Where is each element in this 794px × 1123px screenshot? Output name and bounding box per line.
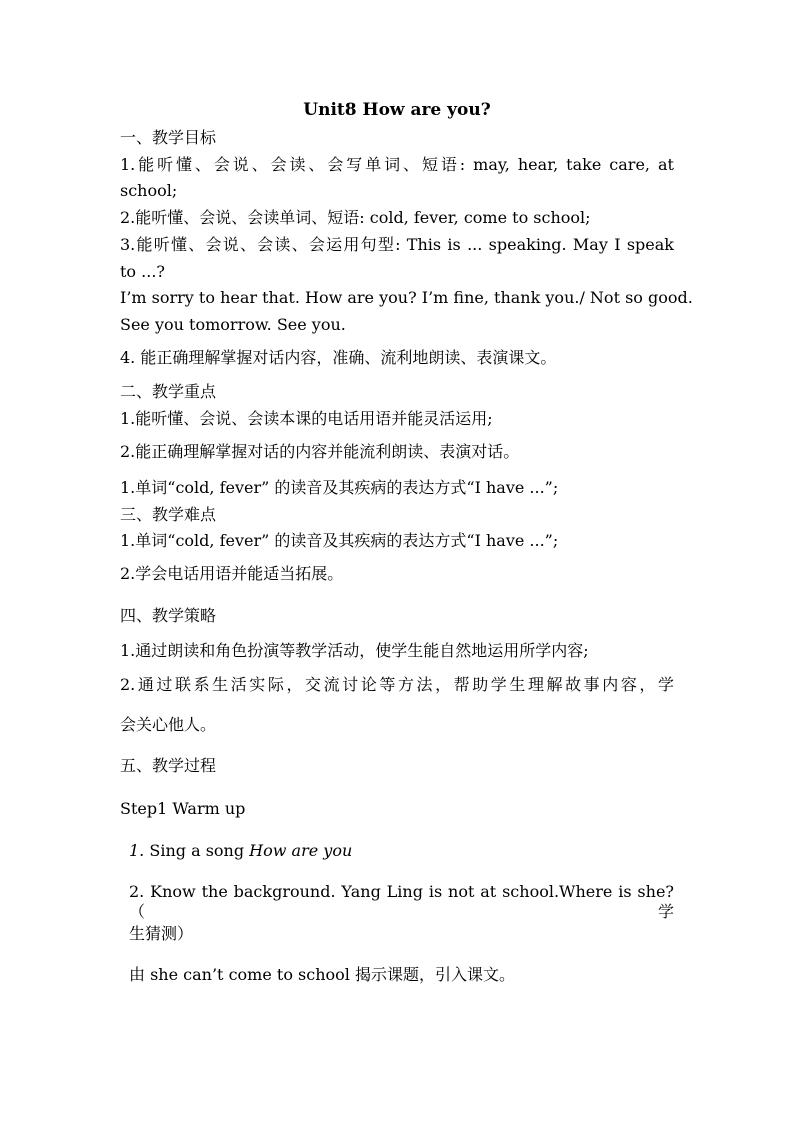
strategy-1: 1.通过朗读和角色扮演等教学活动，使学生能自然地运用所学内容;	[120, 641, 589, 660]
process-item-2-line-1: 2. Know the background. Yang Ling is not at school.Where is she?（学	[129, 882, 674, 921]
key-point-2: 2.能正确理解掌握对话的内容并能流利朗读、表演对话。	[120, 442, 520, 461]
process-item-1-song-title: How are you	[249, 841, 353, 860]
process-item-3: 由 she can’t come to school 揭示课题，引入课文。	[129, 965, 515, 984]
key-point-3: 1.单词“cold, fever” 的读音及其疾病的表达方式“I have ...”;	[120, 478, 559, 497]
objective-1-line-1: 1.能听懂、会说、会读、会写单词、短语: may, hear, take care, at	[120, 155, 674, 174]
section-heading-objectives: 一、教学目标	[120, 128, 217, 147]
difficulty-1: 1.单词“cold, fever” 的读音及其疾病的表达方式“I have ...”;	[120, 531, 559, 550]
process-item-2-line-2: 生猜测）	[129, 924, 194, 943]
objective-3-line-4: See you tomorrow. See you.	[120, 315, 346, 334]
process-item-1-number: 1.	[129, 841, 145, 860]
step-1-heading: Step1 Warm up	[120, 799, 246, 818]
section-heading-difficulties: 三、教学难点	[120, 505, 217, 524]
objective-2: 2.能听懂、会说、会读单词、短语: cold, fever, come to school;	[120, 208, 591, 227]
strategy-2-line-2: 会关心他人。	[120, 715, 217, 734]
key-point-1: 1.能听懂、会说、会读本课的电话用语并能灵活运用;	[120, 409, 493, 428]
difficulty-2: 2.学会电话用语并能适当拓展。	[120, 564, 344, 583]
section-heading-strategies: 四、教学策略	[120, 606, 217, 625]
process-item-1	[129, 841, 352, 861]
strategy-2-line-1: 2.通过联系生活实际，交流讨论等方法，帮助学生理解故事内容，学	[120, 675, 674, 694]
process-item-1-text: Sing a song	[149, 841, 250, 860]
page-title: Unit8 How are you?	[303, 100, 491, 120]
objective-3-line-1: 3.能听懂、会说、会读、会运用句型: This is ... speaking. May I speak	[120, 235, 674, 254]
objective-3-line-3: I’m sorry to hear that. How are you? I’m fine, thank you./ Not so good.	[120, 288, 693, 307]
section-heading-key-points: 二、教学重点	[120, 382, 217, 401]
objective-1-line-2: school;	[120, 181, 178, 200]
objective-3-line-2: to ...?	[120, 262, 165, 281]
objective-4: 4. 能正确理解掌握对话内容，准确、流利地朗读、表演课文。	[120, 348, 557, 367]
section-heading-process: 五、教学过程	[120, 756, 217, 775]
